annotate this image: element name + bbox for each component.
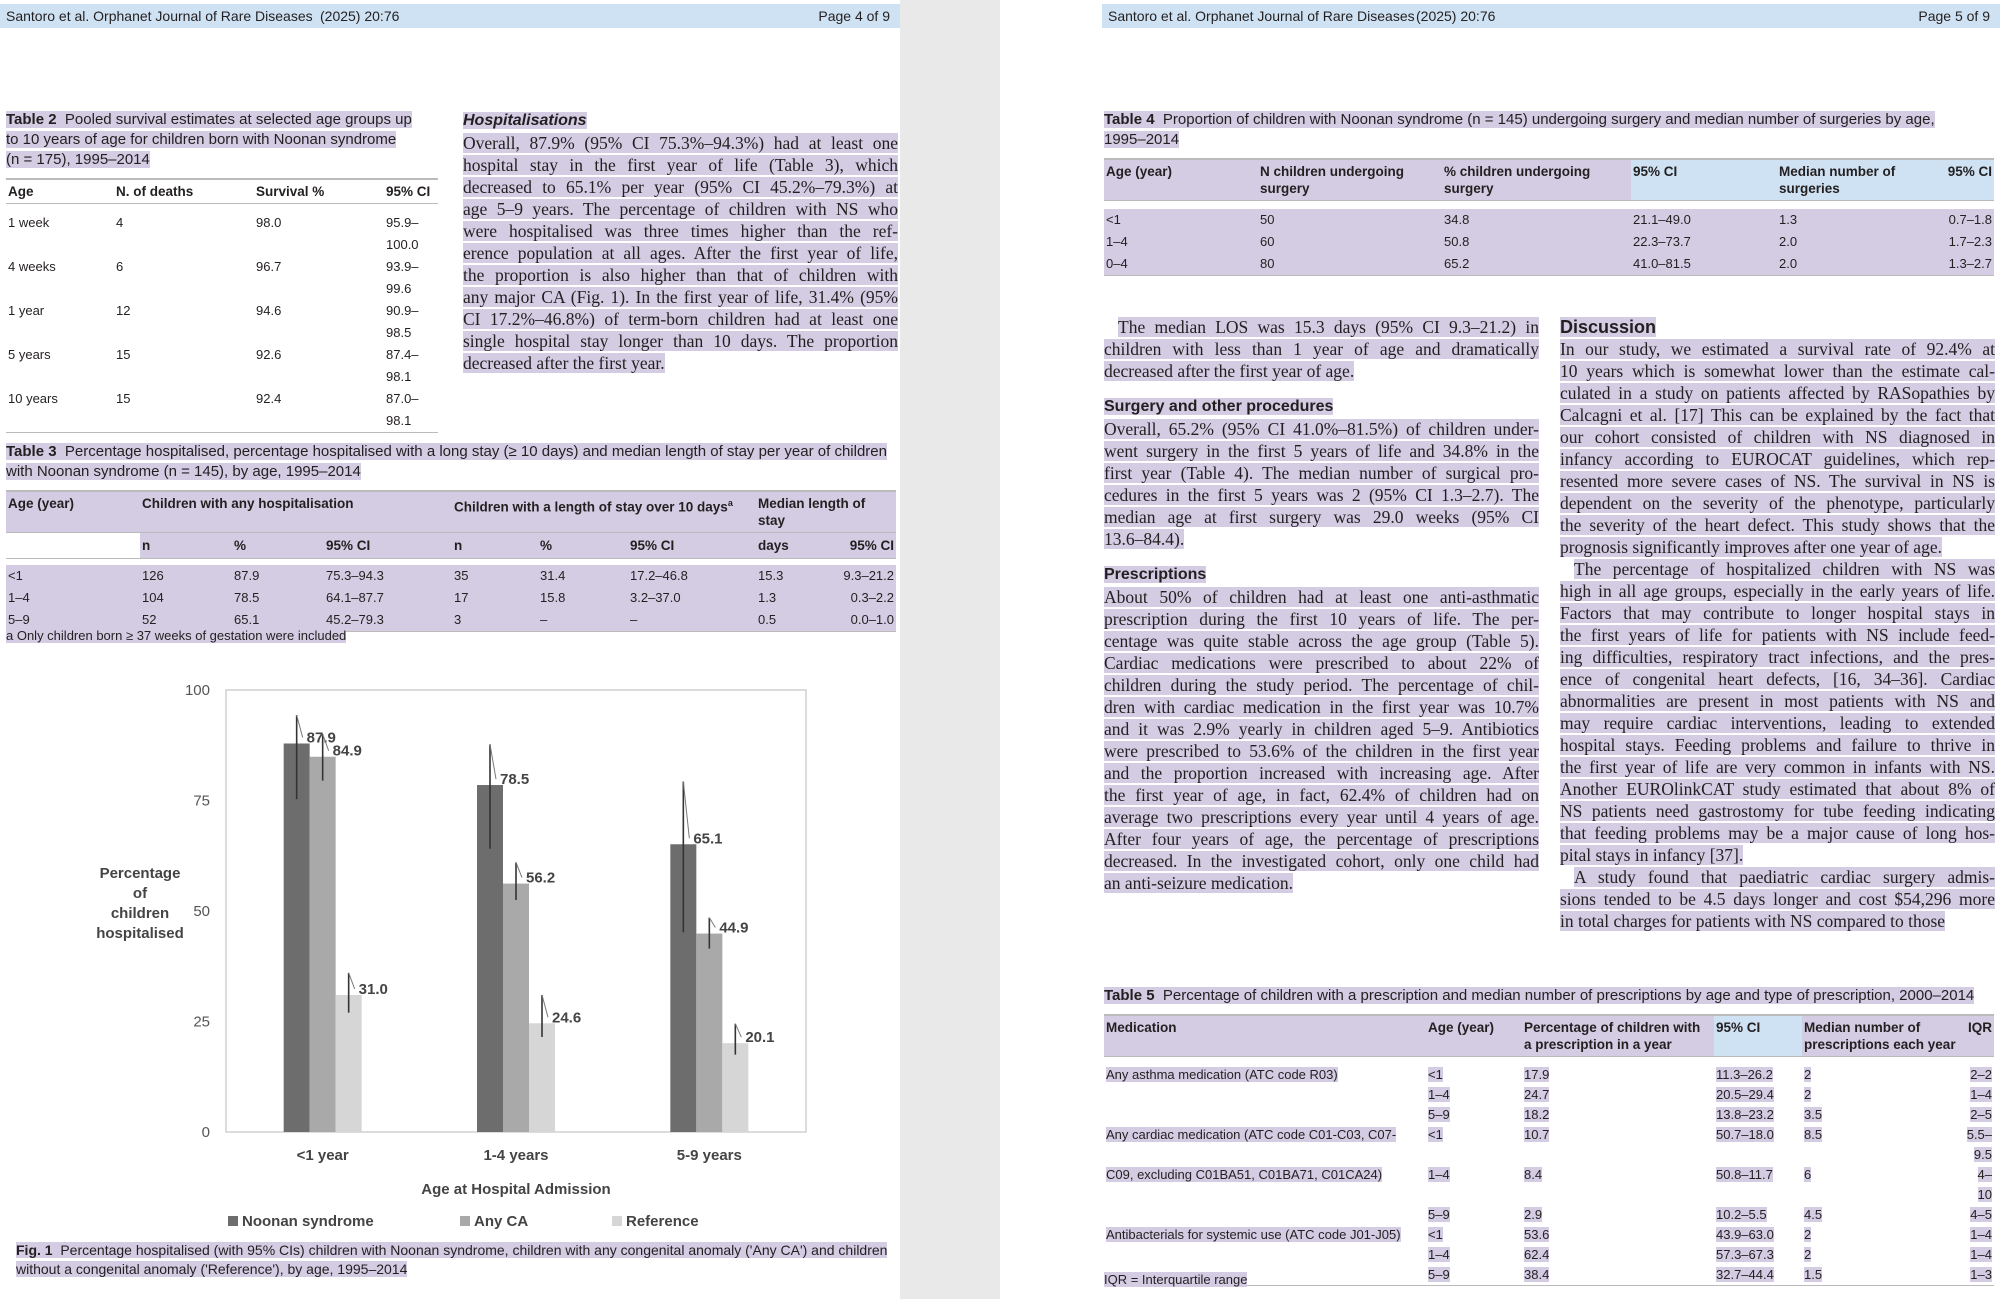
- table-header: Medication: [1104, 1015, 1426, 1057]
- caption-line: with Noonan syndrome (n = 145), by age, 1995–2014: [6, 463, 361, 480]
- discussion-paragraph: [1560, 558, 1995, 866]
- data-label-leader: [297, 715, 303, 737]
- text-line: median age at first surgery was 29.0 weeks (95% CI: [1104, 507, 1539, 527]
- table-header: Median number of surgeries: [1777, 159, 1921, 201]
- text-line: prognosis significantly improves after one year of age.: [1560, 537, 1942, 557]
- text-line: sions tended to be 4.5 days longer and cost $54,296 more: [1560, 889, 1995, 909]
- left-page: [0, 0, 900, 1299]
- section-heading: Prescriptions: [1104, 566, 1207, 583]
- fig1-caption: [16, 1241, 896, 1279]
- text-line: Factors that may contribute to longer hospital stays in: [1560, 603, 1995, 623]
- data-label: 31.0: [358, 980, 388, 998]
- text-line: cedures in the first 5 years was 2 (95% CI 1.3–2.7). The: [1104, 485, 1539, 505]
- y-axis-label: children: [110, 905, 170, 922]
- text-line: After four years of age, the percentage of prescriptions: [1104, 829, 1539, 849]
- table2: [6, 178, 438, 433]
- text-line: Overall, 87.9% (95% CI 75.3%–94.3%) had at least one: [463, 133, 898, 153]
- caption-line: Percentage hospitalised (with 95% CIs) children with Noonan syndrome, children with any congenital anomaly ('Any CA') and children: [60, 1242, 888, 1258]
- table-row: 1 year 12 94.6 90.9–98.5: [8, 303, 419, 340]
- table3-label: Table 3: [6, 443, 57, 460]
- text-line: hospital stays. Feeding problems and failure to thrive in: [1560, 735, 1995, 755]
- y-axis-label: hospitalised: [96, 925, 184, 942]
- text-line: culated in a study on patients affected by RASopathies by: [1560, 383, 1995, 403]
- hospitalisations-section: [463, 108, 898, 374]
- section-heading: Discussion: [1560, 317, 1657, 337]
- x-tick-label: 1-4 years: [483, 1147, 549, 1164]
- fig1-label: Fig. 1: [16, 1242, 53, 1258]
- text-line: Cardiac medications were prescribed to about 22% of: [1104, 653, 1539, 673]
- legend-swatch: [460, 1216, 470, 1226]
- text-line: first year (Table 4). The median number of surgical pro-: [1104, 463, 1539, 483]
- text-line: dependent on the severity of the phenotype, particularly: [1560, 493, 1995, 513]
- table5-caption: [1104, 986, 1994, 1006]
- data-label: 84.9: [332, 742, 362, 760]
- text-line: ence of congenital heart defects, [16, 34–36]. Cardiac: [1560, 669, 1995, 689]
- data-label: 44.9: [719, 919, 749, 937]
- text-line: About 50% of children had at least one anti-asthmatic: [1104, 587, 1539, 607]
- page-number: Page 5 of 9: [1918, 8, 1990, 24]
- text-line: in total charges for patients with NS compared to those: [1560, 911, 1946, 931]
- left-column-text: [1104, 316, 1539, 894]
- table-row: Antibacterials for systemic use (ATC code J01-J05) <1 53.6 43.9–63.0 2 1–4: [1106, 1227, 1992, 1242]
- table4-caption: [1104, 110, 1984, 150]
- legend-entry: Reference: [626, 1213, 699, 1230]
- text-line: were prescribed to 53.6% of the children in the first year: [1104, 741, 1539, 761]
- text-line: the severity of the heart defect. This study shows that the: [1560, 515, 1995, 535]
- fig1-chart: [0, 680, 900, 1250]
- table2-caption: [6, 110, 416, 170]
- table-row: <1 50 34.8 21.1–49.0 1.3 0.7–1.8: [1104, 209, 1994, 231]
- data-label: 87.9: [306, 729, 336, 747]
- text-line: went surgery in the first 5 years of life and 34.8% in the: [1104, 441, 1539, 461]
- text-line: abnormalities are present in most patients with NS and: [1560, 691, 1995, 711]
- legend-entry: Any CA: [474, 1213, 529, 1230]
- text-line: erence population at all ages. After the first year of life,: [463, 243, 898, 263]
- caption-line: to 10 years of age for children born with Noonan syndrome: [6, 131, 397, 148]
- bar: [503, 884, 529, 1132]
- table5-label: Table 5: [1104, 987, 1155, 1004]
- table-header: 95% CI: [1921, 159, 1994, 201]
- table3-caption: [6, 442, 896, 482]
- table-row: 4 weeks 6 96.7 93.9–99.6: [8, 259, 419, 296]
- table-header: Children with a length of stay over 10 days$^a$: [452, 491, 756, 533]
- table-header: IQR: [1962, 1015, 1994, 1057]
- table-row: 1–4 60 50.8 22.3–73.7 2.0 1.7–2.3: [1104, 231, 1994, 253]
- text-line: hospital stay in the first year of life (Table 3), which: [463, 155, 898, 175]
- text-line: CI 17.2%–46.8%) of term-born children had at least one: [463, 309, 898, 329]
- table-header: N. of deaths: [114, 179, 254, 204]
- y-tick-label: 100: [184, 682, 210, 699]
- text-line: Another EUROlinkCAT study estimated that about 8% of: [1560, 779, 1995, 799]
- table-header: Percentage of children with a prescription in a year: [1522, 1015, 1714, 1057]
- text-line: decreased after the first year of age.: [1104, 361, 1355, 381]
- bar: [529, 1023, 555, 1132]
- legend-swatch: [612, 1216, 622, 1226]
- text-line: the proportion is also higher than that of children with: [463, 265, 898, 285]
- table-header: Survival %: [254, 179, 384, 204]
- text-line: dren with cardiac medication in the first year was 10.7%: [1104, 697, 1539, 717]
- section-heading: Hospitalisations: [463, 112, 587, 129]
- table-header: Age (year): [1426, 1015, 1522, 1057]
- table-header: Age: [6, 179, 114, 204]
- table-subheader: n: [140, 533, 232, 559]
- table-header: % children undergoing surgery: [1442, 159, 1631, 201]
- data-label: 20.1: [745, 1029, 775, 1047]
- text-line: the first years of life for patients with NS include feed-: [1560, 625, 1995, 645]
- text-line: ing difficulties, respiratory tract infections, and the pres-: [1560, 647, 1995, 667]
- table-row: 5–9 18.2 13.8–23.2 3.5 2–5: [1428, 1107, 1992, 1122]
- table-subheader: 95% CI: [840, 533, 896, 559]
- data-label-leader: [516, 862, 522, 877]
- data-label: 24.6: [552, 1009, 582, 1027]
- text-line: high in all age groups, especially in the early years of life.: [1560, 581, 1995, 601]
- text-line: and it was 2.9% yearly in children aged 5–9. Antibiotics: [1104, 719, 1539, 739]
- table-row: 5 years 15 92.6 87.4–98.1: [8, 347, 419, 384]
- table-row: 0–4 80 65.2 41.0–81.5 2.0 1.3–2.7: [1104, 253, 1994, 276]
- legend-swatch: [228, 1216, 238, 1226]
- table-header: Median length of stay: [756, 491, 896, 533]
- x-tick-label: <1 year: [296, 1147, 349, 1164]
- text-line: In our study, we estimated a survival rate of 92.4% at: [1560, 339, 1995, 359]
- y-tick-label: 50: [193, 903, 210, 920]
- text-line: decreased to 65.1% per year (95% CI 45.2%–79.3%) at: [463, 177, 898, 197]
- text-line: our cohort consisted of children with NS diagnosed in: [1560, 427, 1995, 447]
- y-axis-label: Percentage: [99, 865, 181, 882]
- text-line: resented more severe cases of NS. The survival in NS is: [1560, 471, 1995, 491]
- table4: [1104, 158, 1994, 276]
- table-row: <1 126 87.9 75.3–94.3 35 31.4 17.2–46.8 15.3 9.3–21.2: [6, 565, 896, 587]
- table-subheader: 95% CI: [628, 533, 756, 559]
- data-label-leader: [683, 781, 689, 838]
- table-row: 1–4 24.7 20.5–29.4 2 1–4: [1428, 1087, 1992, 1102]
- discussion-paragraph: [1560, 338, 1995, 558]
- table3: [6, 490, 896, 632]
- bar: [284, 743, 310, 1132]
- journal-name: Santoro et al. Orphanet Journal of Rare Diseases: [1108, 8, 1415, 24]
- caption-line: Percentage hospitalised, percentage hospitalised with a long stay (≥ 10 days) and median length of stay per year of children: [64, 443, 887, 460]
- table-subheader: %: [232, 533, 324, 559]
- legend-entry: Noonan syndrome: [242, 1213, 374, 1230]
- bar: [336, 995, 362, 1132]
- text-line: were hospitalised was three times higher than the ref-: [463, 221, 898, 241]
- los-text: [1104, 316, 1539, 382]
- table-header: Age (year): [6, 491, 140, 533]
- text-line: A study found that paediatric cardiac surgery admis-: [1574, 867, 1995, 887]
- text-line: pital stays in infancy [37].: [1560, 845, 1744, 865]
- caption-line: 1995–2014: [1104, 131, 1180, 148]
- page-header-left: [0, 4, 900, 28]
- text-line: any major CA (Fig. 1). In the first year of life, 31.4% (95%: [463, 287, 898, 307]
- caption-line: Pooled survival estimates at selected age groups up: [64, 111, 412, 128]
- x-axis-label: Age at Hospital Admission: [421, 1181, 611, 1198]
- data-label: 65.1: [693, 830, 723, 848]
- text-line: decreased after the first year.: [463, 353, 665, 373]
- hospitalisations-text: [463, 132, 898, 374]
- text-line: centage was quite stable across the age group (Table 5).: [1104, 631, 1539, 651]
- text-line: prescription during the first 10 years of life. The per-: [1104, 609, 1539, 629]
- text-line: may require cardiac interventions, leading to extended: [1560, 713, 1995, 733]
- data-label-leader: [735, 1024, 741, 1037]
- text-line: an anti-seizure medication.: [1104, 873, 1294, 893]
- journal-year: (2025) 20:76: [320, 8, 400, 24]
- text-line: infancy according to EUROCAT guidelines, which rep-: [1560, 449, 1995, 469]
- text-line: single hospital stay longer than 10 days. The proportion: [463, 331, 898, 351]
- data-label-leader: [709, 918, 715, 928]
- section-heading: Surgery and other procedures: [1104, 398, 1334, 415]
- text-line: Overall, 65.2% (95% CI 41.0%–81.5%) of children under-: [1104, 419, 1539, 439]
- table3-footnote: a Only children born ≥ 37 weeks of gestation were included: [6, 628, 347, 643]
- y-tick-label: 75: [193, 792, 210, 810]
- table-row: 1–4 62.4 57.3–67.3 2 1–4: [1428, 1247, 1992, 1262]
- y-tick-label: 0: [201, 1124, 210, 1141]
- table-subheader: 95% CI: [324, 533, 452, 559]
- caption-line: Percentage of children with a prescription and median number of prescriptions by age and type of prescription, 2000–2014: [1162, 987, 1975, 1004]
- table2-label: Table 2: [6, 111, 57, 128]
- table5-footnote: IQR = Interquartile range: [1104, 1272, 1248, 1287]
- table-row: Any asthma medication (ATC code R03) <1 17.9 11.3–26.2 2 2–2: [1106, 1067, 1992, 1082]
- table-row: Any cardiac medication (ATC code C01-C03, C07- <1 10.7 50.7–18.0 8.5 5.5–9.5: [1106, 1127, 1992, 1162]
- text-line: children during the study period. The percentage of chil-: [1104, 675, 1539, 695]
- discussion-section: [1560, 316, 1995, 932]
- discussion-paragraph: [1560, 866, 1995, 932]
- table-header: Children with any hospitalisation: [140, 491, 452, 533]
- table-row: 10 years 15 92.4 87.0–98.1: [6, 388, 438, 433]
- text-line: The median LOS was 15.3 days (95% CI 9.3–21.2) in: [1118, 317, 1539, 337]
- table-subheader: days: [756, 533, 840, 559]
- bar: [696, 934, 722, 1132]
- table-row: 5–9 38.4 32.7–44.4 1.5 1–3: [1104, 1265, 1994, 1286]
- data-label: 56.2: [526, 869, 556, 887]
- text-line: average two prescriptions every year until 4 years of age.: [1104, 807, 1539, 827]
- page-number: Page 4 of 9: [818, 8, 890, 24]
- data-label: 78.5: [500, 771, 530, 789]
- table-header: Median number of prescriptions each year: [1802, 1015, 1962, 1057]
- caption-line: without a congenital anomaly ('Reference'), by age, 1995–2014: [16, 1261, 408, 1277]
- table-header: Age (year): [1104, 159, 1258, 201]
- page-header-right: [1102, 4, 2000, 28]
- data-label-leader: [349, 973, 355, 989]
- text-line: 13.6–84.4).: [1104, 529, 1185, 549]
- data-label-leader: [542, 995, 548, 1017]
- table-header: 95% CI: [1631, 159, 1777, 201]
- table4-label: Table 4: [1104, 111, 1155, 128]
- table-row: 5–9 2.9 10.2–5.5 4.5 4–5: [1428, 1207, 1992, 1222]
- text-line: The percentage of hospitalized children with NS was: [1574, 559, 1995, 579]
- text-line: that feeding problems may be a major cause of long hos-: [1560, 823, 1995, 843]
- table-subheader: n: [452, 533, 538, 559]
- table-header: 95% CI: [384, 179, 438, 204]
- text-line: age 5–9 years. The percentage of children with NS who: [463, 199, 898, 219]
- journal-year: (2025) 20:76: [1416, 8, 1496, 24]
- right-page: [1000, 0, 2000, 1299]
- text-line: and the proportion increased with increasing age. After: [1104, 763, 1539, 783]
- surgery-text: [1104, 418, 1539, 550]
- text-line: children with less than 1 year of age and dramatically: [1104, 339, 1539, 359]
- table-subheader: %: [538, 533, 628, 559]
- text-line: NS patients need gastrostomy for tube feeding indicating: [1560, 801, 1995, 821]
- x-tick-label: 5-9 years: [676, 1147, 742, 1164]
- y-tick-label: 25: [193, 1013, 210, 1031]
- text-line: Calcagni et al. [17] This can be explained by the fact that: [1560, 405, 1995, 425]
- prescriptions-text: [1104, 586, 1539, 894]
- y-axis-label: of: [132, 885, 148, 902]
- table-header: N children undergoing surgery: [1258, 159, 1442, 201]
- text-line: the first year of age, in fact, 62.4% of children had on: [1104, 785, 1539, 805]
- text-line: 10 years which is somewhat lower than the estimate cal-: [1560, 361, 1995, 381]
- table-row: 5–9 52 65.1 45.2–79.3 3 – – 0.5 0.0–1.0: [6, 609, 896, 632]
- bar: [722, 1043, 748, 1132]
- data-label-leader: [490, 744, 496, 779]
- table5: [1104, 1014, 1994, 1286]
- bar: [310, 757, 336, 1132]
- text-line: decreased. In the investigated cohort, only one child had: [1104, 851, 1539, 871]
- journal-name: Santoro et al. Orphanet Journal of Rare Diseases: [6, 8, 313, 24]
- table-row: 1–4 104 78.5 64.1–87.7 17 15.8 3.2–37.0 1.3 0.3–2.2: [6, 587, 896, 609]
- text-line: the first year of life are very common in infants with NS.: [1560, 757, 1995, 777]
- table-row: C09, excluding C01BA51, C01BA71, C01CA24) 1–4 8.4 50.8–11.7 6 4–10: [1106, 1167, 1992, 1202]
- table-row: 1 week 4 98.0 95.9–100.0: [8, 215, 419, 252]
- caption-line: Proportion of children with Noonan syndrome (n = 145) undergoing surgery and median number of surgeries by age,: [1162, 111, 1935, 128]
- caption-line: (n = 175), 1995–2014: [6, 151, 150, 168]
- table-header: 95% CI: [1714, 1015, 1802, 1057]
